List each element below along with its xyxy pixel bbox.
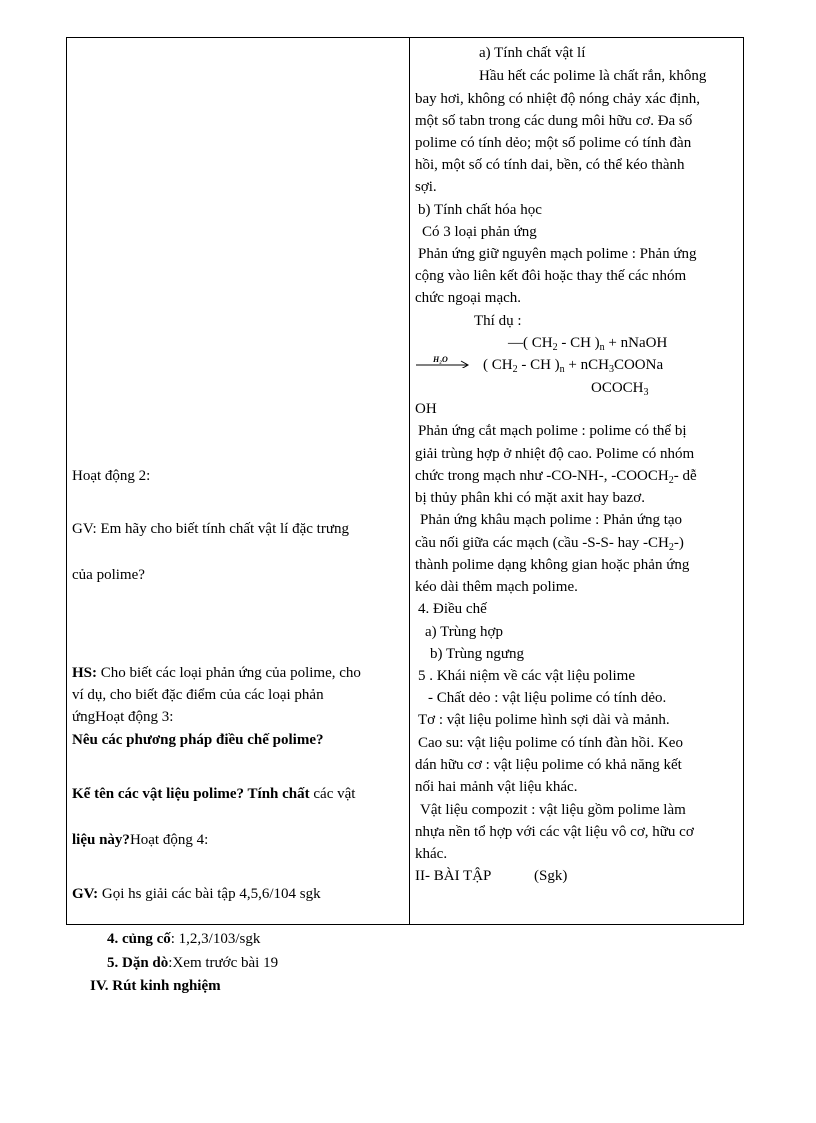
physical-line-4: polime có tính dẻo; một số polime có tính đàn xyxy=(415,135,692,151)
physical-line-5: hồi, một số có tính dai, bền, có thể kéo thành xyxy=(415,157,685,173)
consolidate-text: : 1,2,3/103/sgk xyxy=(170,931,261,947)
hs-line1-text: Cho biết các loại phản ứng của polime, cho xyxy=(97,665,361,681)
homework-text: :Xem trước bài 19 xyxy=(168,955,279,971)
product-sub2: 3 xyxy=(608,364,614,375)
reactant-n: n xyxy=(599,342,605,353)
materials-heading: 5 . Khái niệm về các vật liệu polime xyxy=(418,668,636,684)
product-mid: - CH ) xyxy=(517,357,560,373)
product-n: n xyxy=(559,364,565,375)
gv-question-line2: của polime? xyxy=(72,567,145,583)
product-sub: 2 xyxy=(512,364,518,375)
reaction3-line-3: thành polime dạng không gian hoặc phản ứng xyxy=(415,557,690,573)
reaction3-line-1: Phản ứng khâu mạch polime : Phản ứng tạo xyxy=(420,512,683,528)
reaction1-line-2: cộng vào liên kết đôi hoặc thay thế các nhóm xyxy=(415,268,687,284)
materials-question-line2 xyxy=(72,830,208,850)
reaction2-line-1: Phản ứng cắt mạch polime : polime có thể bị xyxy=(418,423,687,439)
hs-answer-line1 xyxy=(72,663,361,683)
reactant-start: —( CH xyxy=(508,335,553,351)
equation-product xyxy=(483,355,663,380)
hs-answer-line3: ứngHoạt động 3: xyxy=(72,709,174,725)
activity2-heading: Hoạt động 2: xyxy=(72,468,151,484)
consolidate-line xyxy=(107,929,260,949)
composite-line-3: khác. xyxy=(415,846,448,862)
gv-exercise-text: Gọi hs giải các bài tập 4,5,6/104 sgk xyxy=(98,886,321,902)
reaction1-line-3: chức ngoại mạch. xyxy=(415,290,522,306)
materials-question-bold: Kể tên các vật liệu polime? Tính chất xyxy=(72,786,310,802)
homework-label: 5. Dặn dò xyxy=(107,955,169,971)
reaction2-line3-text: chức trong mạch như -CO-NH-, -COOCH xyxy=(415,468,669,484)
gv-question-line1: GV: Em hãy cho biết tính chất vật lí đặc trưng xyxy=(72,521,349,537)
group-sub: 3 xyxy=(643,387,649,398)
gv-exercise xyxy=(72,884,321,904)
reaction2-line3-sub: 2 xyxy=(668,475,674,486)
composite-line-2: nhựa nền tổ hợp với các vật liệu vô cơ, hữu cơ xyxy=(415,824,694,840)
materials-question xyxy=(72,784,355,804)
reaction3-line-4: kéo dài thêm mạch polime. xyxy=(415,579,578,595)
exercise-heading: II- BÀI TẬP xyxy=(415,868,492,884)
physical-line-6: sợi. xyxy=(415,179,437,195)
arrow-label: H₂O xyxy=(433,355,448,364)
reaction1-line-1: Phản ứng giữ nguyên mạch polime : Phản ứng xyxy=(418,246,697,262)
chemical-heading: b) Tính chất hóa học xyxy=(418,202,542,218)
homework-line xyxy=(107,953,278,973)
exercise-ref: (Sgk) xyxy=(534,868,568,884)
materials-line2-bold: liệu này? xyxy=(72,832,130,848)
reaction2-line-4: bị thủy phân khi có mặt axit hay bazơ. xyxy=(415,490,645,506)
equation-group xyxy=(591,378,649,403)
product-start: ( CH xyxy=(483,357,513,373)
materials-question-rest: các vật xyxy=(309,786,356,802)
prep-b: b) Trùng ngưng xyxy=(430,646,524,662)
hs-label: HS: xyxy=(72,665,98,681)
reactant-tail: + nNaOH xyxy=(604,335,668,351)
consolidate-label: 4. củng cố xyxy=(107,931,171,947)
example-label: Thí dụ : xyxy=(474,313,522,329)
equation-oh: OH xyxy=(415,401,437,417)
gv-label: GV: xyxy=(72,886,99,902)
fiber-definition: Tơ : vật liệu polime hình sợi dài và mảnh. xyxy=(418,712,670,728)
reaction-types: Có 3 loại phản ứng xyxy=(422,224,537,240)
reaction-arrow-icon xyxy=(415,354,471,368)
reaction2-line-2: giải trùng hợp ở nhiệt độ cao. Polime có nhóm xyxy=(415,446,695,462)
plastic-definition: - Chất dẻo : vật liệu polime có tính dẻo. xyxy=(428,690,667,706)
reaction3-line2-tail: -) xyxy=(673,535,684,551)
rubber-line-3: nối hai mảnh vật liệu khác. xyxy=(415,779,578,795)
column-divider xyxy=(409,38,410,924)
product-tail: + nCH xyxy=(564,357,609,373)
activity4-heading: Hoạt động 4: xyxy=(129,832,209,848)
product-end: COONa xyxy=(613,357,664,373)
experience-heading: IV. Rút kinh nghiệm xyxy=(90,978,221,994)
physical-line-1: Hầu hết các polime là chất rắn, không xyxy=(479,68,707,84)
physical-heading: a) Tính chất vật lí xyxy=(479,45,586,61)
activity3-question: Nêu các phương pháp điều chế polime? xyxy=(72,732,324,748)
reaction2-line3-tail: - dễ xyxy=(673,468,697,484)
reaction3-line2-text: cầu nối giữa các mạch (cầu -S-S- hay -CH xyxy=(415,535,669,551)
composite-line-1: Vật liệu compozit : vật liệu gồm polime làm xyxy=(420,802,686,818)
hs-answer-line2: ví dụ, cho biết đặc điểm của các loại phản xyxy=(72,687,324,703)
reactant-sub: 2 xyxy=(552,342,558,353)
group-text: OCOCH xyxy=(591,380,644,396)
reactant-mid: - CH ) xyxy=(557,335,600,351)
prep-heading: 4. Điều chế xyxy=(418,601,487,617)
rubber-line-1: Cao su: vật liệu polime có tính đàn hồi. Keo xyxy=(418,735,683,751)
physical-line-3: một số tabn trong các dung môi hữu cơ. Đa số xyxy=(415,113,693,129)
physical-line-2: bay hơi, không có nhiệt độ nóng chảy xác định, xyxy=(415,91,700,107)
prep-a: a) Trùng hợp xyxy=(425,624,503,640)
rubber-line-2: dán hữu cơ : vật liệu polime có khả năng kết xyxy=(415,757,682,773)
reaction3-line2-sub: 2 xyxy=(668,542,674,553)
